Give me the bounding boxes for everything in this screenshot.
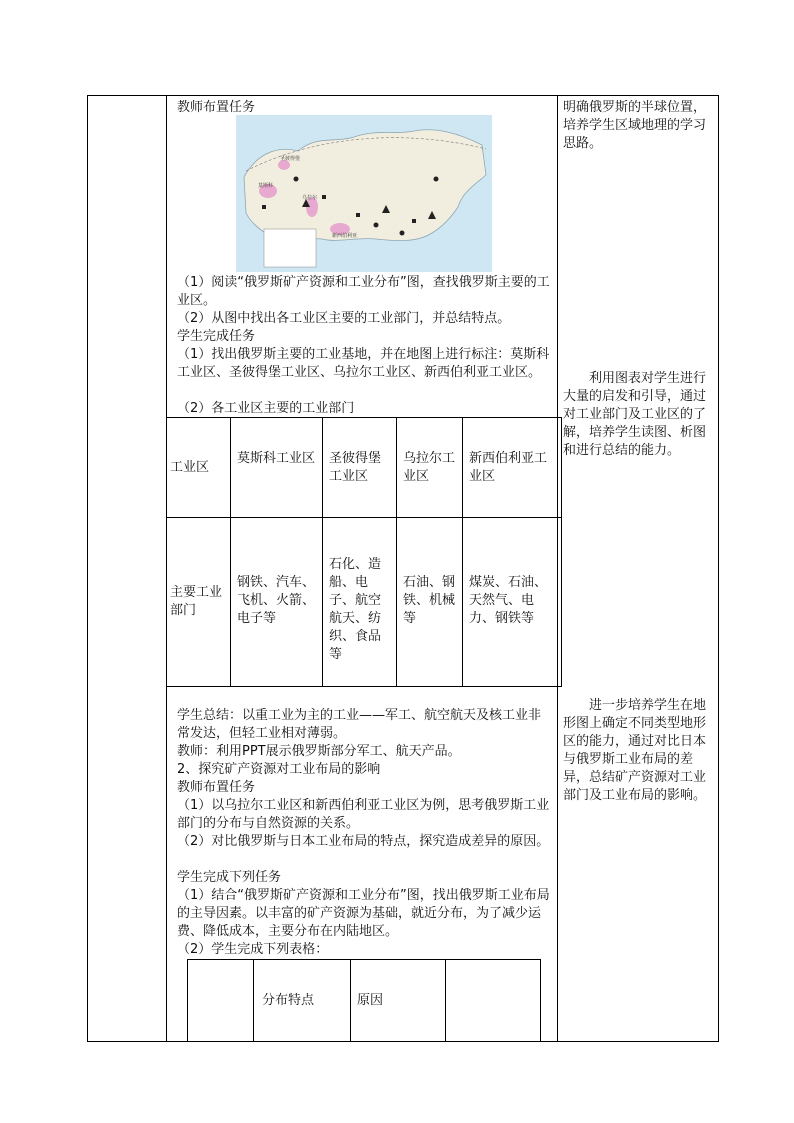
map-label-stpetersburg: 圣彼得堡 — [280, 156, 301, 162]
russia-industry-map — [236, 115, 492, 272]
heading-teacher-tasks-2: 教师布置任务 — [177, 780, 256, 795]
student2-1: （1）结合“俄罗斯矿产资源和工业分布”图，找出俄罗斯工业布局的主导因素。以丰富的矿产资源为基础，就近分布，为了减少运费、降低成本，主要分布在内陆地区。 — [177, 888, 550, 939]
note-2: 利用图表对学生进行大量的启发和引导，通过对工业部门及工业区的了解，培养学生读图、析图和进行总结的能力。 — [563, 371, 707, 458]
task2-2: （2）对比俄罗斯与日本工业布局的特点，探究造成差异的原因。 — [177, 834, 550, 849]
task-2: （2）从图中找出各工业区主要的工业部门，并总结特点。 — [177, 311, 511, 326]
ct-right — [540, 959, 541, 1041]
it-bottom — [166, 686, 562, 687]
student2-2: （2）学生完成下列表格： — [177, 942, 329, 957]
teacher-ppt: 教师：利用PPT展示俄罗斯部分军工、航天产品。 — [177, 744, 461, 759]
note-3: 进一步培养学生在地形图上确定不同类型地形区的能力，通过对比日本与俄罗斯工业布局的差异，总结矿产资源对工业部门及工业布局的影响。 — [563, 698, 707, 803]
ct-top — [187, 959, 541, 960]
ct-v2 — [350, 959, 351, 1041]
note-1: 明确俄罗斯的半球位置，培养学生区域地理的学习思路。 — [563, 100, 707, 151]
student-summary: 学生总结：以重工业为主的工业——军工、航空航天及核工业非常发达，但轻工业相对薄弱。 — [177, 708, 542, 741]
it-region-ural: 乌拉尔工业区 — [403, 451, 456, 484]
task2-1: （1）以乌拉尔工业区和新西伯利亚工业区为例，思考俄罗斯工业部门的分布与自然资源的关系。 — [177, 798, 550, 831]
col-divider-2 — [557, 95, 558, 1042]
it-sectors-novosibirsk: 煤炭、石油、天然气、电力、钢铁等 — [469, 575, 548, 626]
it-top — [166, 417, 562, 418]
it-v2 — [322, 417, 323, 687]
ct-v1 — [253, 959, 254, 1041]
it-v3 — [396, 417, 397, 687]
student-heading-2: 学生完成下列任务 — [177, 870, 282, 885]
it-right — [561, 417, 562, 687]
student-heading: 学生完成任务 — [177, 329, 256, 344]
frame-top — [87, 95, 719, 96]
frame-right — [718, 95, 719, 1042]
heading-teacher-tasks: 教师布置任务 — [177, 100, 256, 115]
ct-col-3: 原因 — [357, 993, 384, 1008]
map-legend — [264, 229, 316, 267]
col-divider-1 — [166, 95, 167, 1042]
map-label-moscow: 莫斯科 — [258, 183, 274, 189]
it-sectors-ural: 石油、钢铁、机械等 — [403, 575, 456, 626]
frame-bottom — [87, 1041, 719, 1042]
student-task-1: （1）找出俄罗斯主要的工业基地，并在地图上进行标注：莫斯科工业区、圣彼得堡工业区、乌拉尔工业区、新西伯利亚工业区。 — [177, 347, 550, 380]
ct-v3 — [445, 959, 446, 1041]
map-label-novosibirsk: 新西伯利亚 — [332, 233, 358, 239]
it-sectors-stpetersburg: 石化、造船、电子、航空航天、纺织、食品等 — [329, 557, 382, 662]
ct-col-2: 分布特点 — [262, 993, 315, 1008]
it-region-stpetersburg: 圣彼得堡工业区 — [329, 451, 382, 484]
it-region-novosibirsk: 新西伯利亚工业区 — [469, 451, 548, 484]
frame-left — [87, 95, 88, 1042]
it-region-moscow: 莫斯科工业区 — [237, 451, 316, 466]
it-v4 — [462, 417, 463, 687]
student-task-2: （2）各工业区主要的工业部门 — [177, 401, 355, 416]
map-label-ural: 乌拉尔 — [302, 195, 318, 201]
section-2-title: 2、探究矿产资源对工业布局的影响 — [177, 762, 381, 777]
it-v1 — [230, 417, 231, 687]
task-1: （1）阅读“俄罗斯矿产资源和工业分布”图，查找俄罗斯主要的工业区。 — [177, 275, 550, 308]
ct-left — [187, 959, 188, 1041]
it-header-sectors: 主要工业部门 — [170, 585, 223, 618]
it-header-region: 工业区 — [170, 460, 210, 475]
it-mid — [166, 517, 562, 518]
it-sectors-moscow: 钢铁、汽车、飞机、火箭、电子等 — [237, 575, 316, 626]
